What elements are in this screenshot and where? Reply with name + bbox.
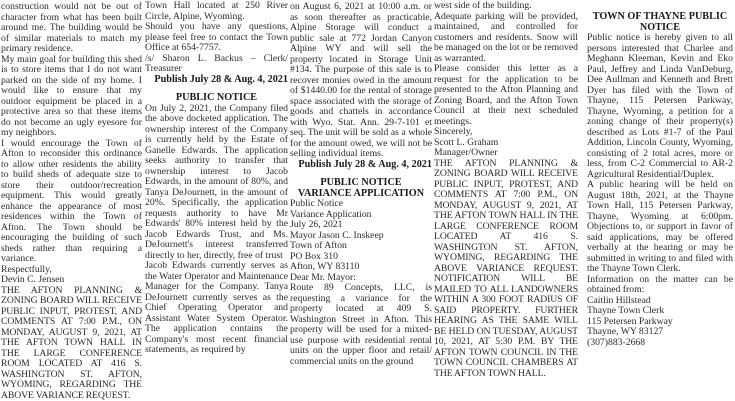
notice-paragraph: Should you have any questions, please feel free to contact the Town Office at 654-7757. [145,22,288,54]
notice-paragraph: Caitlin Hillstead [587,296,733,307]
column-3 [290,2,432,367]
column-4 [434,1,578,379]
notice-paragraph: Town Hall located at 250 River Circle, Alpine, Wyoming. [145,1,288,22]
notice-paragraph: Thayne Town Clerk [587,306,733,317]
publish-dates: Publish July 28 & Aug. 4, 2021 [145,75,288,86]
notice-paragraph: Variance Application [290,210,432,221]
notice-paragraph: Mayor Jason C. Inskeep [290,231,432,242]
notice-paragraph: July 26, 2021 [290,220,432,231]
notice-paragraph: Afton, WY 83110 [290,262,432,273]
notice-paragraph: Route 89 Concepts, LLC, is requesting a variance for the property located at 409 S. Washington Street in Afton. This property will be used for a mixed-use purpose with residential rental units on the upper floor and retail/ commercial units on the ground [290,283,432,367]
hearing-notice-paragraph: THE AFTON PLANNING & ZONING BOARD WILL RECEIVE PUBLIC INPUT, PROTEST, AND COMMENTS AT 7:00 P.M., ON MONDAY, AUGUST 9, 2021, AT THE AFTON TOWN HALL IN THE LARGE CONFERENCE ROOM LOCATED AT 416 S. WASHINGTON ST. AFTON, WYOMING, REGARDING THE ABOVE VARIANCE REQUEST. NOTIFICATION WILL BE MAILED TO ALL LANDOWNERS WITHIN A 300 FOOT RADIUS OF SAID PROPERTY. FURTHER HEARING AS THE SAME WILL BE HELD ON TUESDAY, AUGUST 10, 2021, AT 5:30 P.M. BY THE AFTON TOWN COUNCIL IN THE TOWN COUNCIL CHAMBERS AT THE AFTON TOWN HALL. [434,159,578,380]
notice-paragraph: Thayne, WY 83127 [587,327,733,338]
notice-paragraph: PO Box 310 [290,252,432,263]
notice-heading: PUBLIC NOTICE [145,93,288,104]
notice-heading: TOWN OF THAYNE PUBLIC NOTICE [587,12,733,33]
hearing-notice-paragraph: THE AFTON PLANNING & ZONING BOARD WILL RECEIVE PUBLIC INPUT, PROTEST, AND COMMENTS AT 7:00 P.M., ON MONDAY, AUGUST 9, 2021, AT THE AFTON TOWN HALL IN THE LARGE CONFERENCE ROOM LOCATED AT 416 S. WASHINGTON ST. AFTON, WYOMING, REGARDING THE ABOVE VARIANCE REQUEST. [1,286,142,401]
notice-paragraph: Dear Mr. Mayor: [290,273,432,284]
notice-paragraph: Town of Afton [290,241,432,252]
publish-dates: Publish July 28 & Aug. 4, 2021 [290,160,432,171]
notice-paragraph: Manager/Owner [434,148,578,159]
notice-heading: VARIANCE APPLICATION [290,189,432,200]
notice-paragraph: Sincerely, [434,127,578,138]
notice-paragraph: Jacob Edwards currently serves as the Water Operator and Maintenance Manager for the Company. Tanya DeJournett currently serves as the Chief Operating Operator and Assistant Water System Operator. The application contains the Company's most recent financial statements, as required by [145,261,288,356]
notice-paragraph: /s/ Sharon L. Backus – Clerk/ Treasurer [145,54,288,75]
notice-paragraph: (307)883-2668 [587,338,733,349]
notice-paragraph: I would encourage the Town of Afton to reconsider this ordinance to allow other residents the ability to build sheds of adequate size to store their outdoor/recreation equipment. This would greatly enhance the appearance of most residences within the Town of Afton. The Town should be encouraging the building of such sheds rather than requiring a variance. [1,139,142,265]
notice-paragraph: on August 6, 2021 at 10:00 a.m. or as soon thereafter as practicable, Alpine Storage will conduct a public sale at 772 Jordan Canyon Alpine WY and will sell the property located in Storage Unit #134. The purpose of this sale is to recover monies owed in the amount of $1440.00 for the rental of storage space associated with the storage of goods and chattels in accordance with Wyo. Stat. Ann. 29-7-101 et seq. The unit will be sold as a whole for the amount owed, we will not be selling individual items. [290,2,432,160]
notice-paragraph: My main goal for building this shed is to store items that I do not want parked on the side of my home. I would like to ensure that my outdoor equipment be placed in a protective area so that these items do not become an ugly eyesore for my neighbors. [1,55,142,139]
notice-paragraph: Scott L. Graham [434,138,578,149]
notice-paragraph: Adequate parking will be provided, maintained, and controlled for customers and residents. Snow will be managed on the lot or be removed as warranted. [434,12,578,65]
notice-paragraph: Public Notice [290,199,432,210]
notice-paragraph: 115 Petersen Parkway [587,317,733,328]
notice-paragraph: construction would not be out of character from what has been built around me. The building would be of similar materials to match my primary residence. [1,2,142,55]
column-1 [1,2,142,401]
notice-paragraph: Devin C. Jensen [1,275,142,286]
notice-paragraph: Public notice is hereby given to all persons interested that Charlee and Meghann Kleeman, Kevin and Eko Paul, Jeffrey and Linda VanDeburg, Dee Aullman and Kenneth and Brett Dyer has filed with the Town of Thayne, 115 Petersen Parkway, Thayne, Wyoming, a petition for a zoning change of their property(s) described as Lots #1-7 of the Paul Addition, Lincoln County, Wyoming, consisting of 2 total acres, more or less, from C-2 Commercial to AR-2 Agricultural Residential/Duplex. [587,33,733,180]
column-5 [587,12,733,348]
notice-paragraph: Please consider this letter as a request for the application to be presented to the Afton Planning and Zoning Board, and the Afton Town Council at their next scheduled meetings. [434,64,578,127]
column-2 [145,1,288,356]
notice-paragraph: A public hearing will be held on August 18th, 2021, at the Thayne Town Hall, 115 Petersen Parkway, Thayne, Wyoming at 6:00pm. Objections to, or support in favor of said applications, may be offered verbally at the hearing or may be submitted in writing to and filed with the Thayne Town Clerk. [587,180,733,275]
notice-paragraph: west side of the building. [434,1,578,12]
notice-paragraph: Respectfully, [1,265,142,276]
notice-paragraph: Information on the matter can be obtained from: [587,275,733,296]
notice-heading: PUBLIC NOTICE [290,178,432,189]
notice-paragraph: On July 2, 2021, the Company filed the above docketed application. The ownership interest of the Company is currently held by the Estate of Ganelle Edwards. The application seeks authority to transfer that ownership interest to Jacob Edwards, in the amount of 80%, and Tanya DeJournett, in the amount of 20%. Specifically, the application requests authority to have Mr Edwards' 80% interest held by the Jacob Edwards Trust, and Ms. DeJournett's interest transferred directly to her, directly, free of trust [145,104,288,262]
